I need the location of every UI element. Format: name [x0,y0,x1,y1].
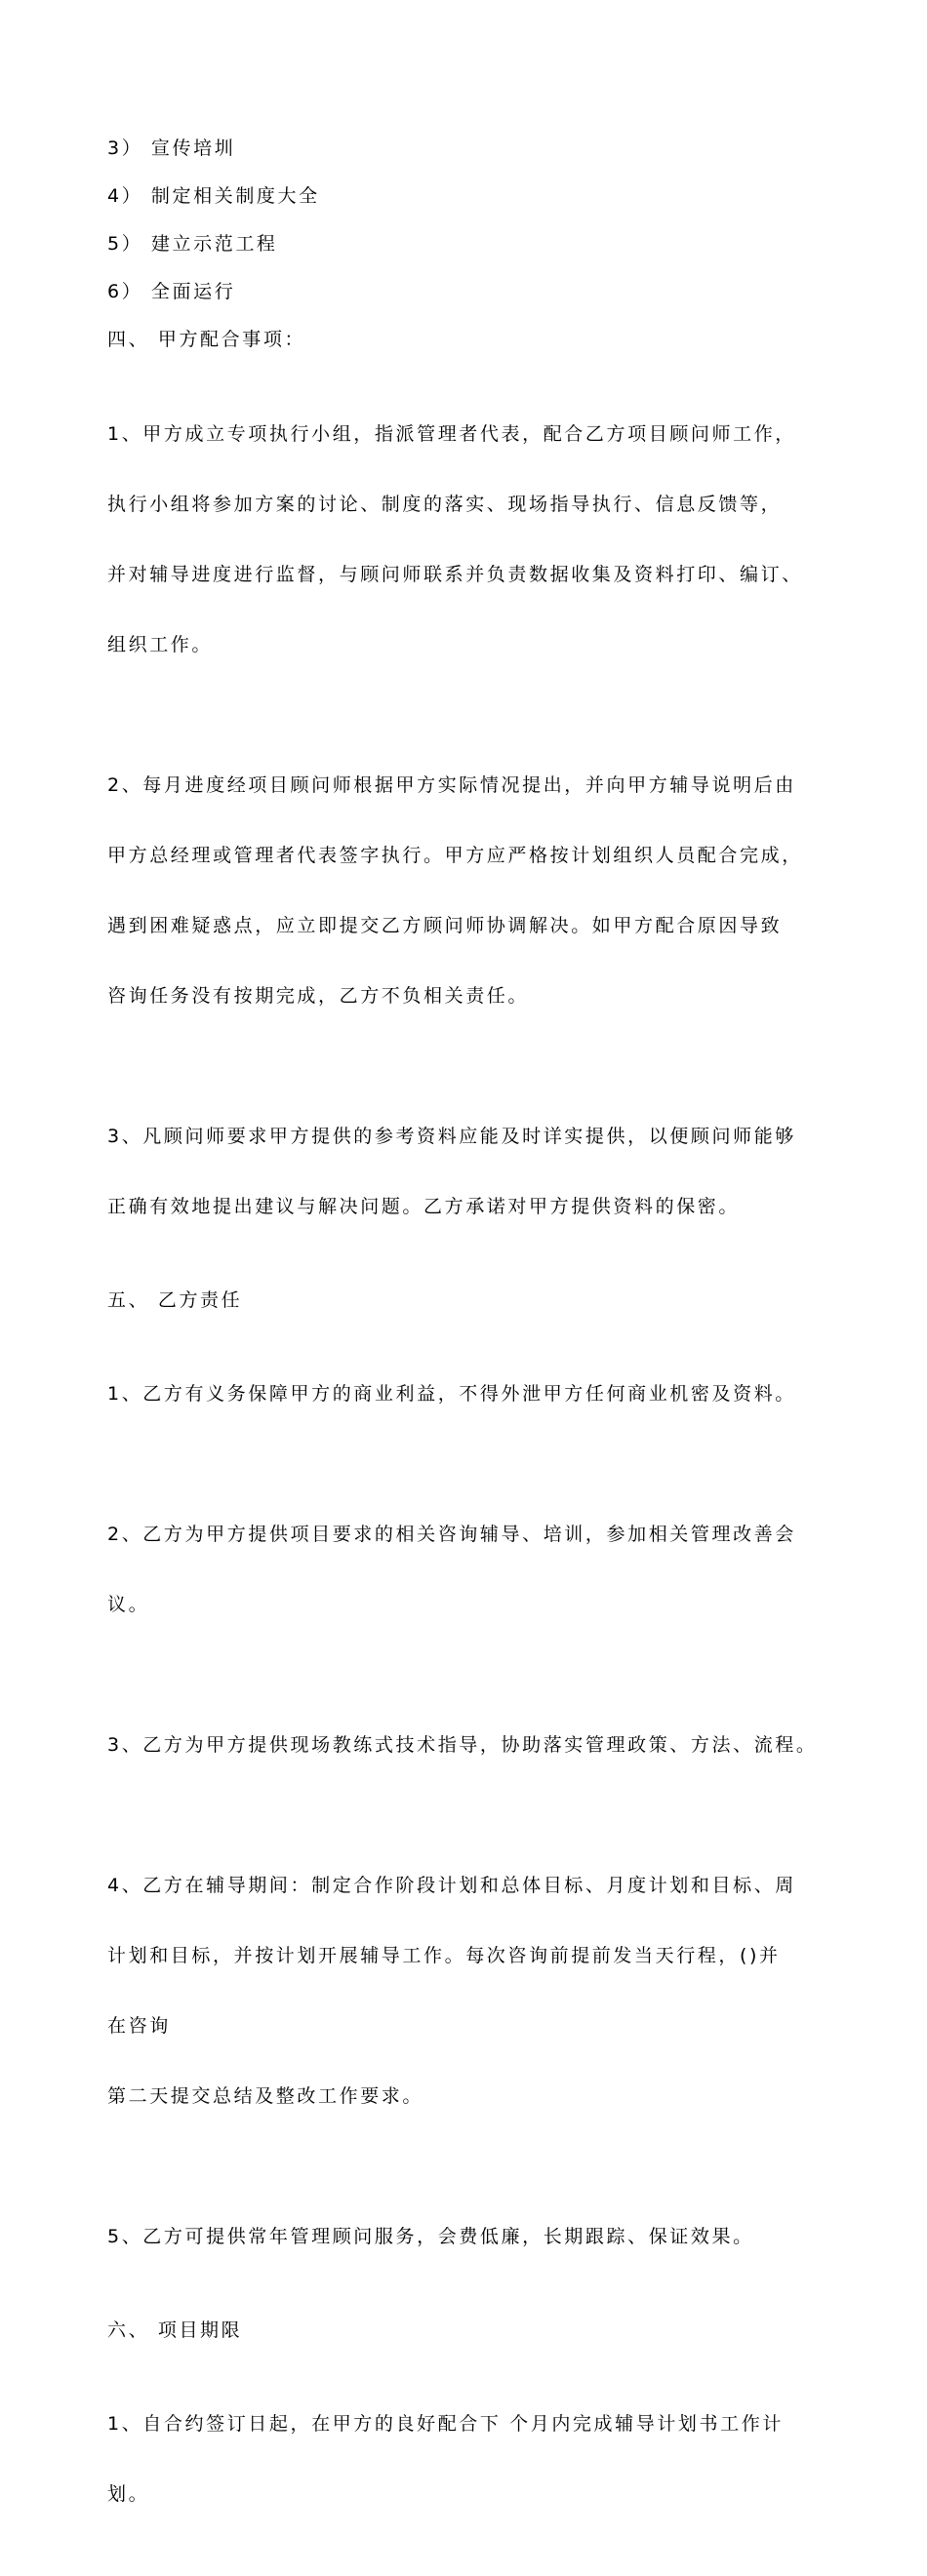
text-line: 在咨询 [107,2015,171,2037]
section-heading: 四、 甲方配合事项： [107,329,306,350]
step-item: 5） 建立示范工程 [107,233,278,255]
clause-paragraph [107,1335,825,1452]
clause-paragraph [107,1686,825,1803]
text-line: 第二天提交总结及整改工作要求。 [107,2085,424,2107]
step-item: 3） 宣传培圳 [107,138,236,159]
clause-paragraph [107,727,825,1054]
step-item: 4） 制定相关制度大全 [107,185,320,207]
text-line: 1、自合约签订日起，在甲方的良好配合下 个月内完成辅导计划书工作计 [107,2413,784,2435]
clause-paragraph [107,376,825,703]
text-line: 咨询任务没有按期完成，乙方不负相关责任。 [107,985,530,1007]
text-line: 甲方总经理或管理者代表签字执行。甲方应严格按计划组织人员配合完成， [107,845,803,866]
text-line: 议。 [107,1594,150,1615]
text-line: 3、乙方为甲方提供现场教练式技术指导，协助落实管理政策、方法、流程。 [107,1734,818,1756]
clause-paragraph [107,1476,825,1663]
text-line: 执行小组将参加方案的讨论、制度的落实、现场指导执行、信息反馈等， [107,494,783,515]
section-heading: 五、 乙方责任 [107,1289,243,1311]
document-page [107,137,825,2576]
text-line: 2、乙方为甲方提供项目要求的相关咨询辅导、培训，参加相关管理改善会 [107,1524,796,1545]
text-line: 正确有效地提出建议与解决问题。乙方承诺对甲方提供资料的保密。 [107,1196,741,1217]
clause-paragraph [107,1827,825,2155]
text-line: 1、甲方成立专项执行小组，指派管理者代表，配合乙方项目顾问师工作， [107,423,796,445]
clause-paragraph [107,2178,825,2295]
section-heading: 六、 项目期限 [107,2319,243,2341]
clause-paragraph [107,1078,825,1265]
text-line: 组织工作。 [107,634,214,655]
text-line: 2、每月进度经项目顾问师根据甲方实际情况提出，并向甲方辅导说明后由 [107,774,796,796]
step-item: 6） 全面运行 [107,281,236,302]
text-line: 并对辅导进度进行监督，与顾问师联系并负责数据收集及资料打印、编订、 [107,564,803,585]
clause-paragraph [107,2365,825,2553]
text-line: 1、乙方有义务保障甲方的商业利益，不得外泄甲方任何商业机密及资料。 [107,1383,796,1405]
text-line: 3、凡顾问师要求甲方提供的参考资料应能及时详实提供，以便顾问师能够 [107,1126,796,1147]
text-line: 计划和目标，并按计划开展辅导工作。每次咨询前提前发当天行程，()并 [107,1945,781,1966]
text-line: 5、乙方可提供常年管理顾问服务，会费低廉，长期跟踪、保证效果。 [107,2226,754,2247]
text-line: 4、乙方在辅导期间：制定合作阶段计划和总体目标、月度计划和目标、周 [107,1875,796,1896]
text-line: 遇到困难疑惑点，应立即提交乙方顾问师协调解决。如甲方配合原因导致 [107,915,783,936]
text-line: 划。 [107,2483,150,2505]
